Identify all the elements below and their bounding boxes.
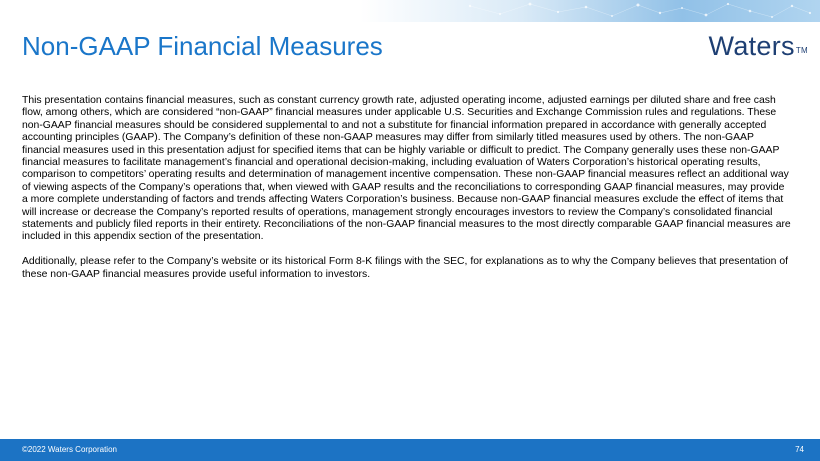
page-title: Non-GAAP Financial Measures (22, 31, 383, 61)
page-number: 74 (795, 445, 804, 454)
waters-logo (709, 31, 808, 62)
footer-bar (0, 439, 820, 461)
logo-trademark: TM (795, 46, 808, 55)
header-decoration-banner (360, 0, 820, 22)
paragraph-non-gaap-definition: This presentation contains financial measures, such as constant currency growth rate, adjusted operating income, adjusted earnings per diluted share and free cash flow, among others, which are considered “non-GAAP” financial measures under applicable U.S. Securities and Exchange Commission rules and regulations. These non-GAAP financial measures should be considered supplemental to and not a substitute for financial information prepared in accordance with generally accepted accounting principles (GAAP). The Company’s definition of these non-GAAP measures may differ from similarly titled measures used by others. The non-GAAP financial measures used in this presentation adjust for specified items that can be highly variable or difficult to predict. The Company generally uses these non-GAAP financial measures to facilitate management’s financial and operational decision-making, including evaluation of Waters Corporation’s historical operating results, comparison to competitors’ operating results and determination of management incentive compensation. These non-GAAP financial measures reflect an additional way of viewing aspects of the Company’s operations that, when viewed with GAAP results and the reconciliations to corresponding GAAP financial measures, may provide a more complete understanding of factors and trends affecting Waters Corporation’s business. Because non-GAAP financial measures exclude the effect of items that will increase or decrease the Company’s reported results of operations, management strongly encourages investors to review the Company’s consolidated financial statements and publicly filed reports in their entirety. Reconciliations of the non-GAAP financial measures to the most directly comparable GAAP financial measures are included in this appendix section of the presentation. (22, 95, 791, 243)
dot-pattern-graphic (360, 0, 820, 22)
paragraph-additional-reference: Additionally, please refer to the Company’s website or its historical Form 8-K filings with the SEC, for explanations as to why the Company believes that presentation of these non-GAAP financial measures provide useful information to investors. (22, 256, 789, 280)
footer-copyright: ©2022 Waters Corporation (22, 445, 117, 454)
body-text (22, 95, 792, 293)
logo-wordmark: Waters (708, 31, 795, 61)
